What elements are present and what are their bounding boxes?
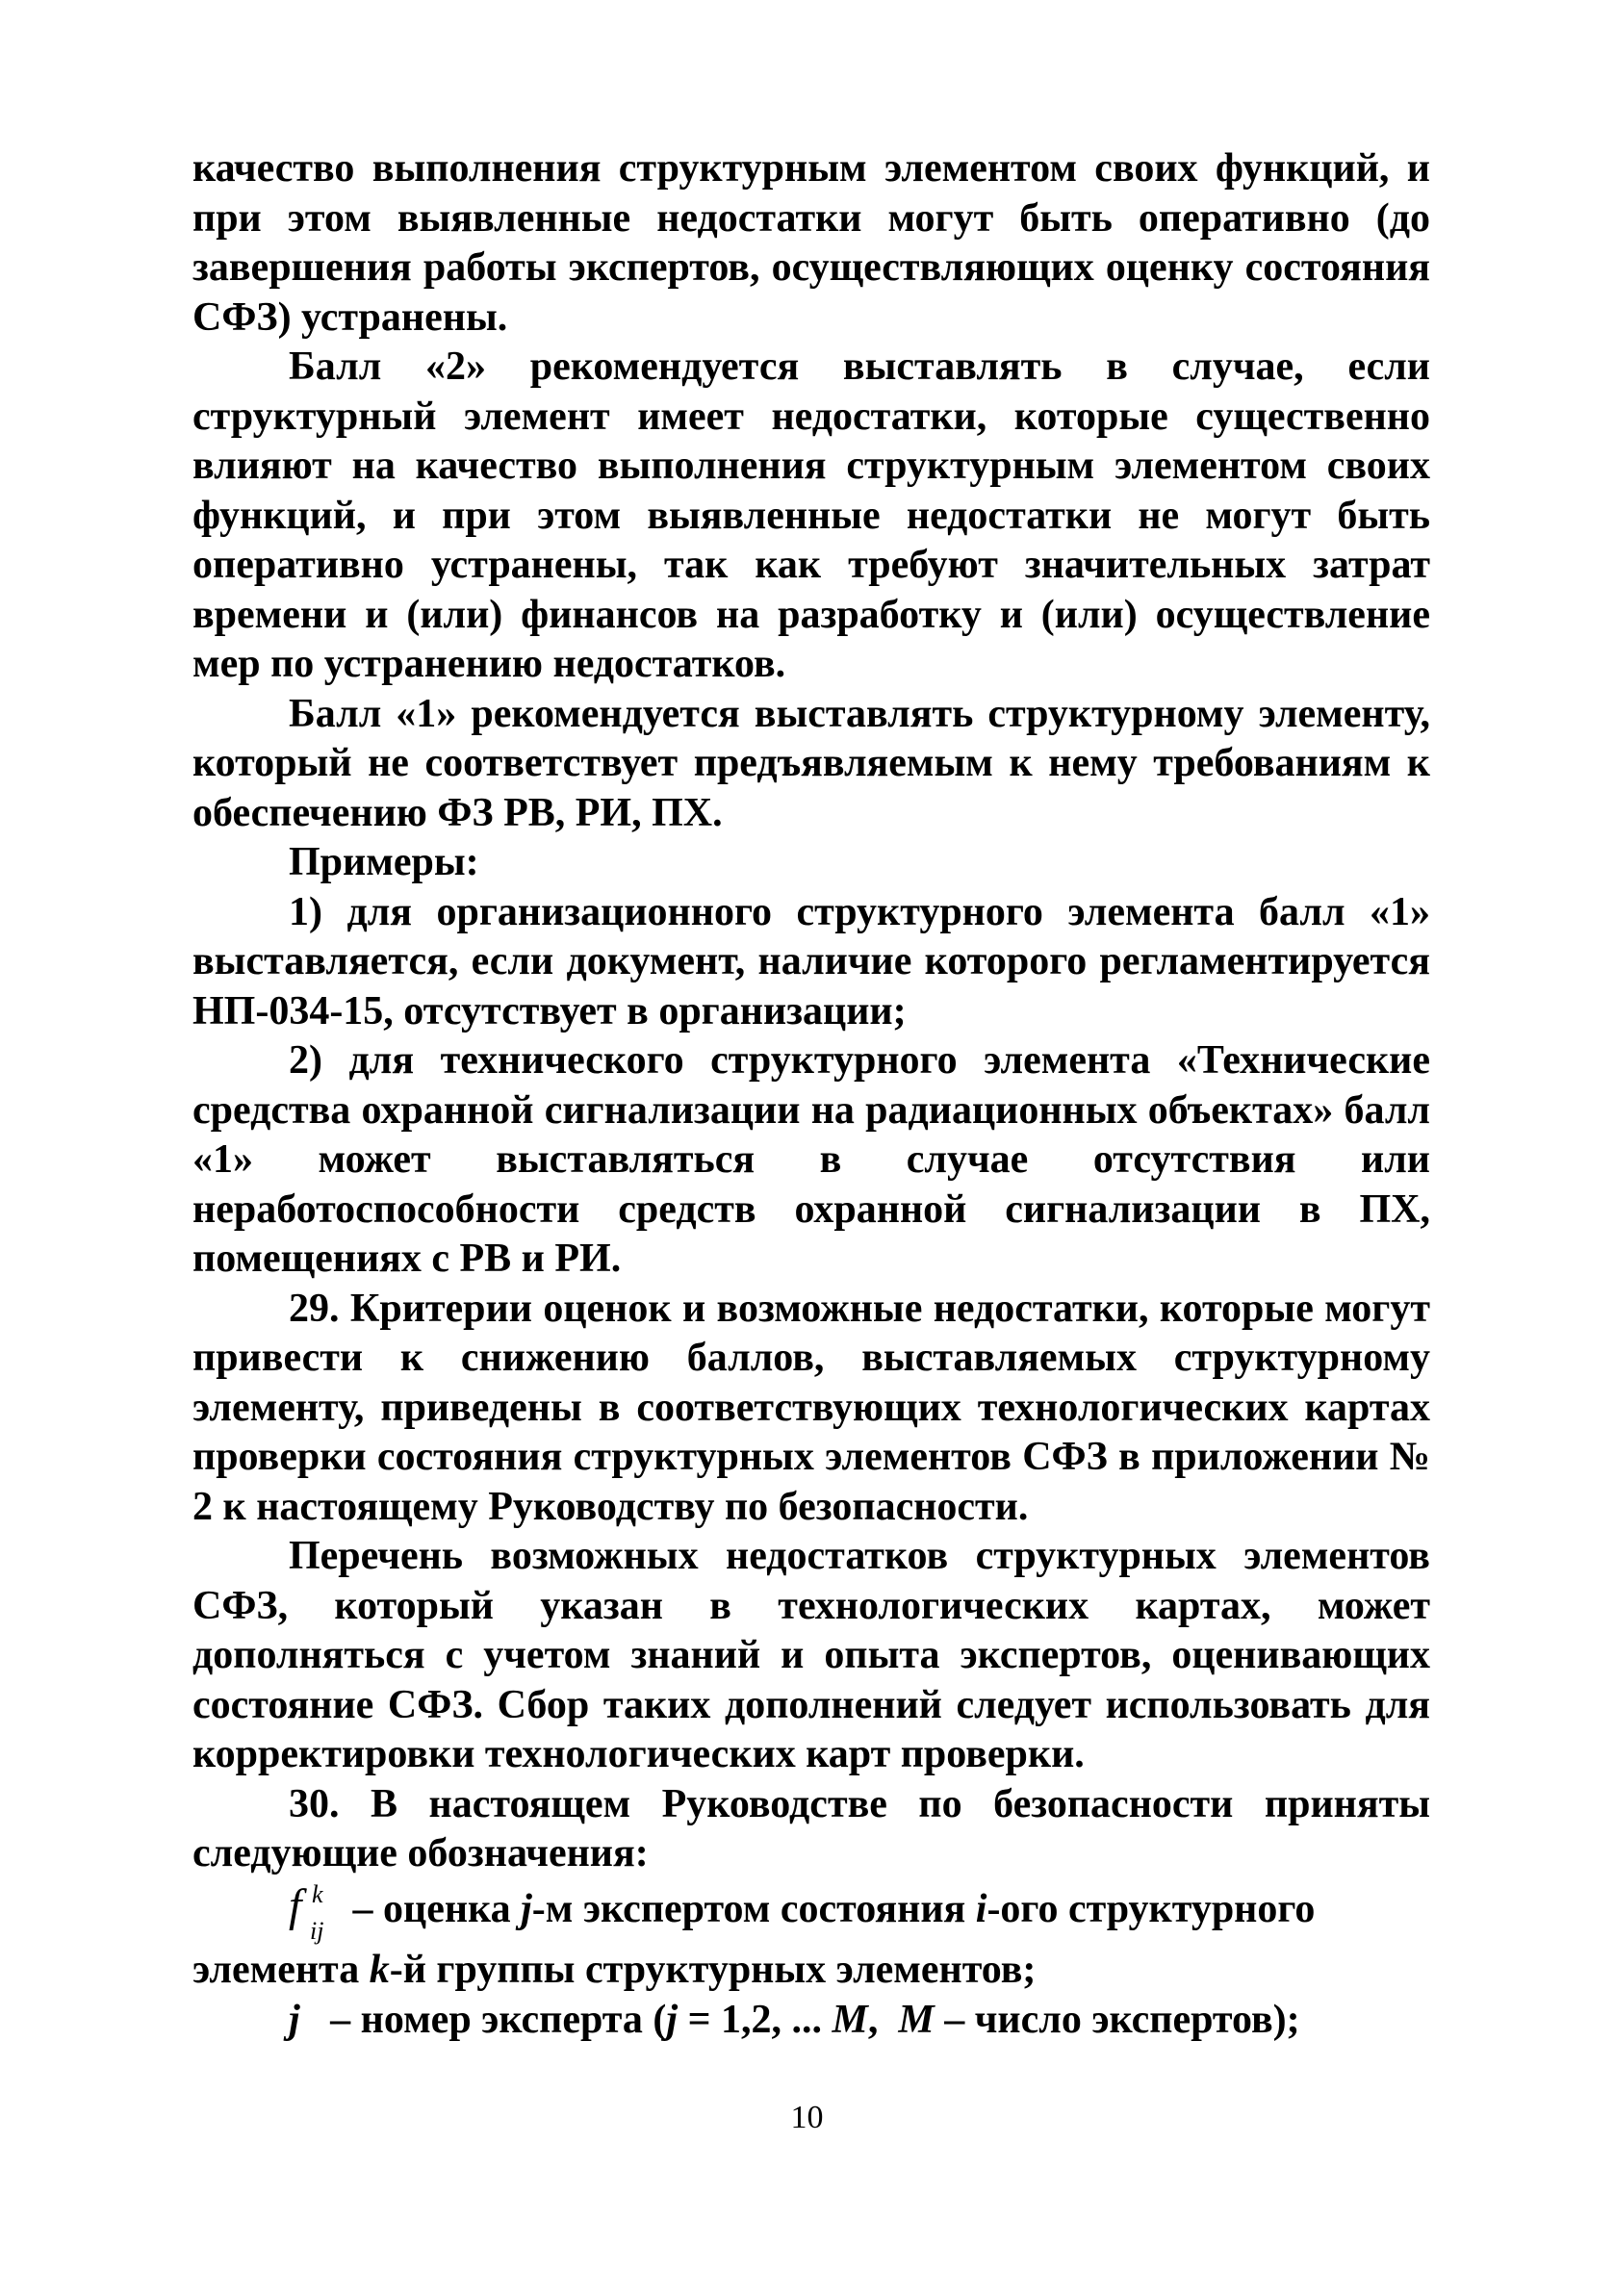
paragraph-score-1: Балл «1» рекомендуется выставлять структурному элементу, который не соответствует предъявляемым к нему требованиям к обеспечению ФЗ РВ, РИ, ПХ. [192,691,1430,835]
paragraph-example-1: 1) для организационного структурного элемента балл «1» выставляется, если документ, наличие которого регламентируется НП-034-15, отсутствует в организации; [192,889,1430,1033]
definition-f: f k ij – оценка j-м экспертом состояния i-ого структурного [289,1879,1316,1945]
definition-j: j – номер эксперта (j = 1,2, ... M, M – число экспертов); [289,1997,1300,2042]
paragraph-score-2: Балл «2» рекомендуется выставлять в случае, если структурный элемент имеет недостатки, которые существенно влияют на качество выполнения структурным элементом своих функций, и при этом выявленные недостатки не могут быть оперативно устранены, так как требуют значительных затрат времени и (или) финансов на разработку и (или) осуществление мер по устранению недостатков. [192,344,1430,686]
paragraph-example-2: 2) для технического структурного элемента «Технические средства охранной сигнализации на радиационных объектах» балл «1» может выставляться в случае отсутствия или неработоспособности средств охранной сигнализации в ПХ, помещениях с РВ и РИ. [192,1038,1430,1281]
formula-f-ij-k: f k ij [289,1879,324,1945]
definition-f-continuation: элемента k-й группы структурных элементов; [192,1948,1037,1992]
page-number: 10 [790,2100,824,2135]
paragraph-item-30: 30. В настоящем Руководстве по безопасности приняты следующие обозначения: [192,1781,1430,1875]
paragraph-continuation: качество выполнения структурным элементом своих функций, и при этом выявленные недостатки могут быть оперативно (до завершения работы экспертов, осуществляющих оценку состояния СФЗ) устранены. [192,146,1430,340]
paragraph-item-29: 29. Критерии оценок и возможные недостатки, которые могут привести к снижению баллов, выставляемых структурному элементу, приведены в соответствующих технологических картах проверки состояния структурных элементов СФЗ в приложении № 2 к настоящему Руководству по безопасности. [192,1286,1430,1529]
paragraph-deficiency-list: Перечень возможных недостатков структурных элементов СФЗ, который указан в технологических картах, может дополняться с учетом знаний и опыта экспертов, оценивающих состояние СФЗ. Сбор таких дополнений следует использовать для корректировки технологических карт проверки. [192,1534,1430,1776]
body-text [192,144,1430,2045]
paragraph-examples-heading: Примеры: [289,840,479,884]
